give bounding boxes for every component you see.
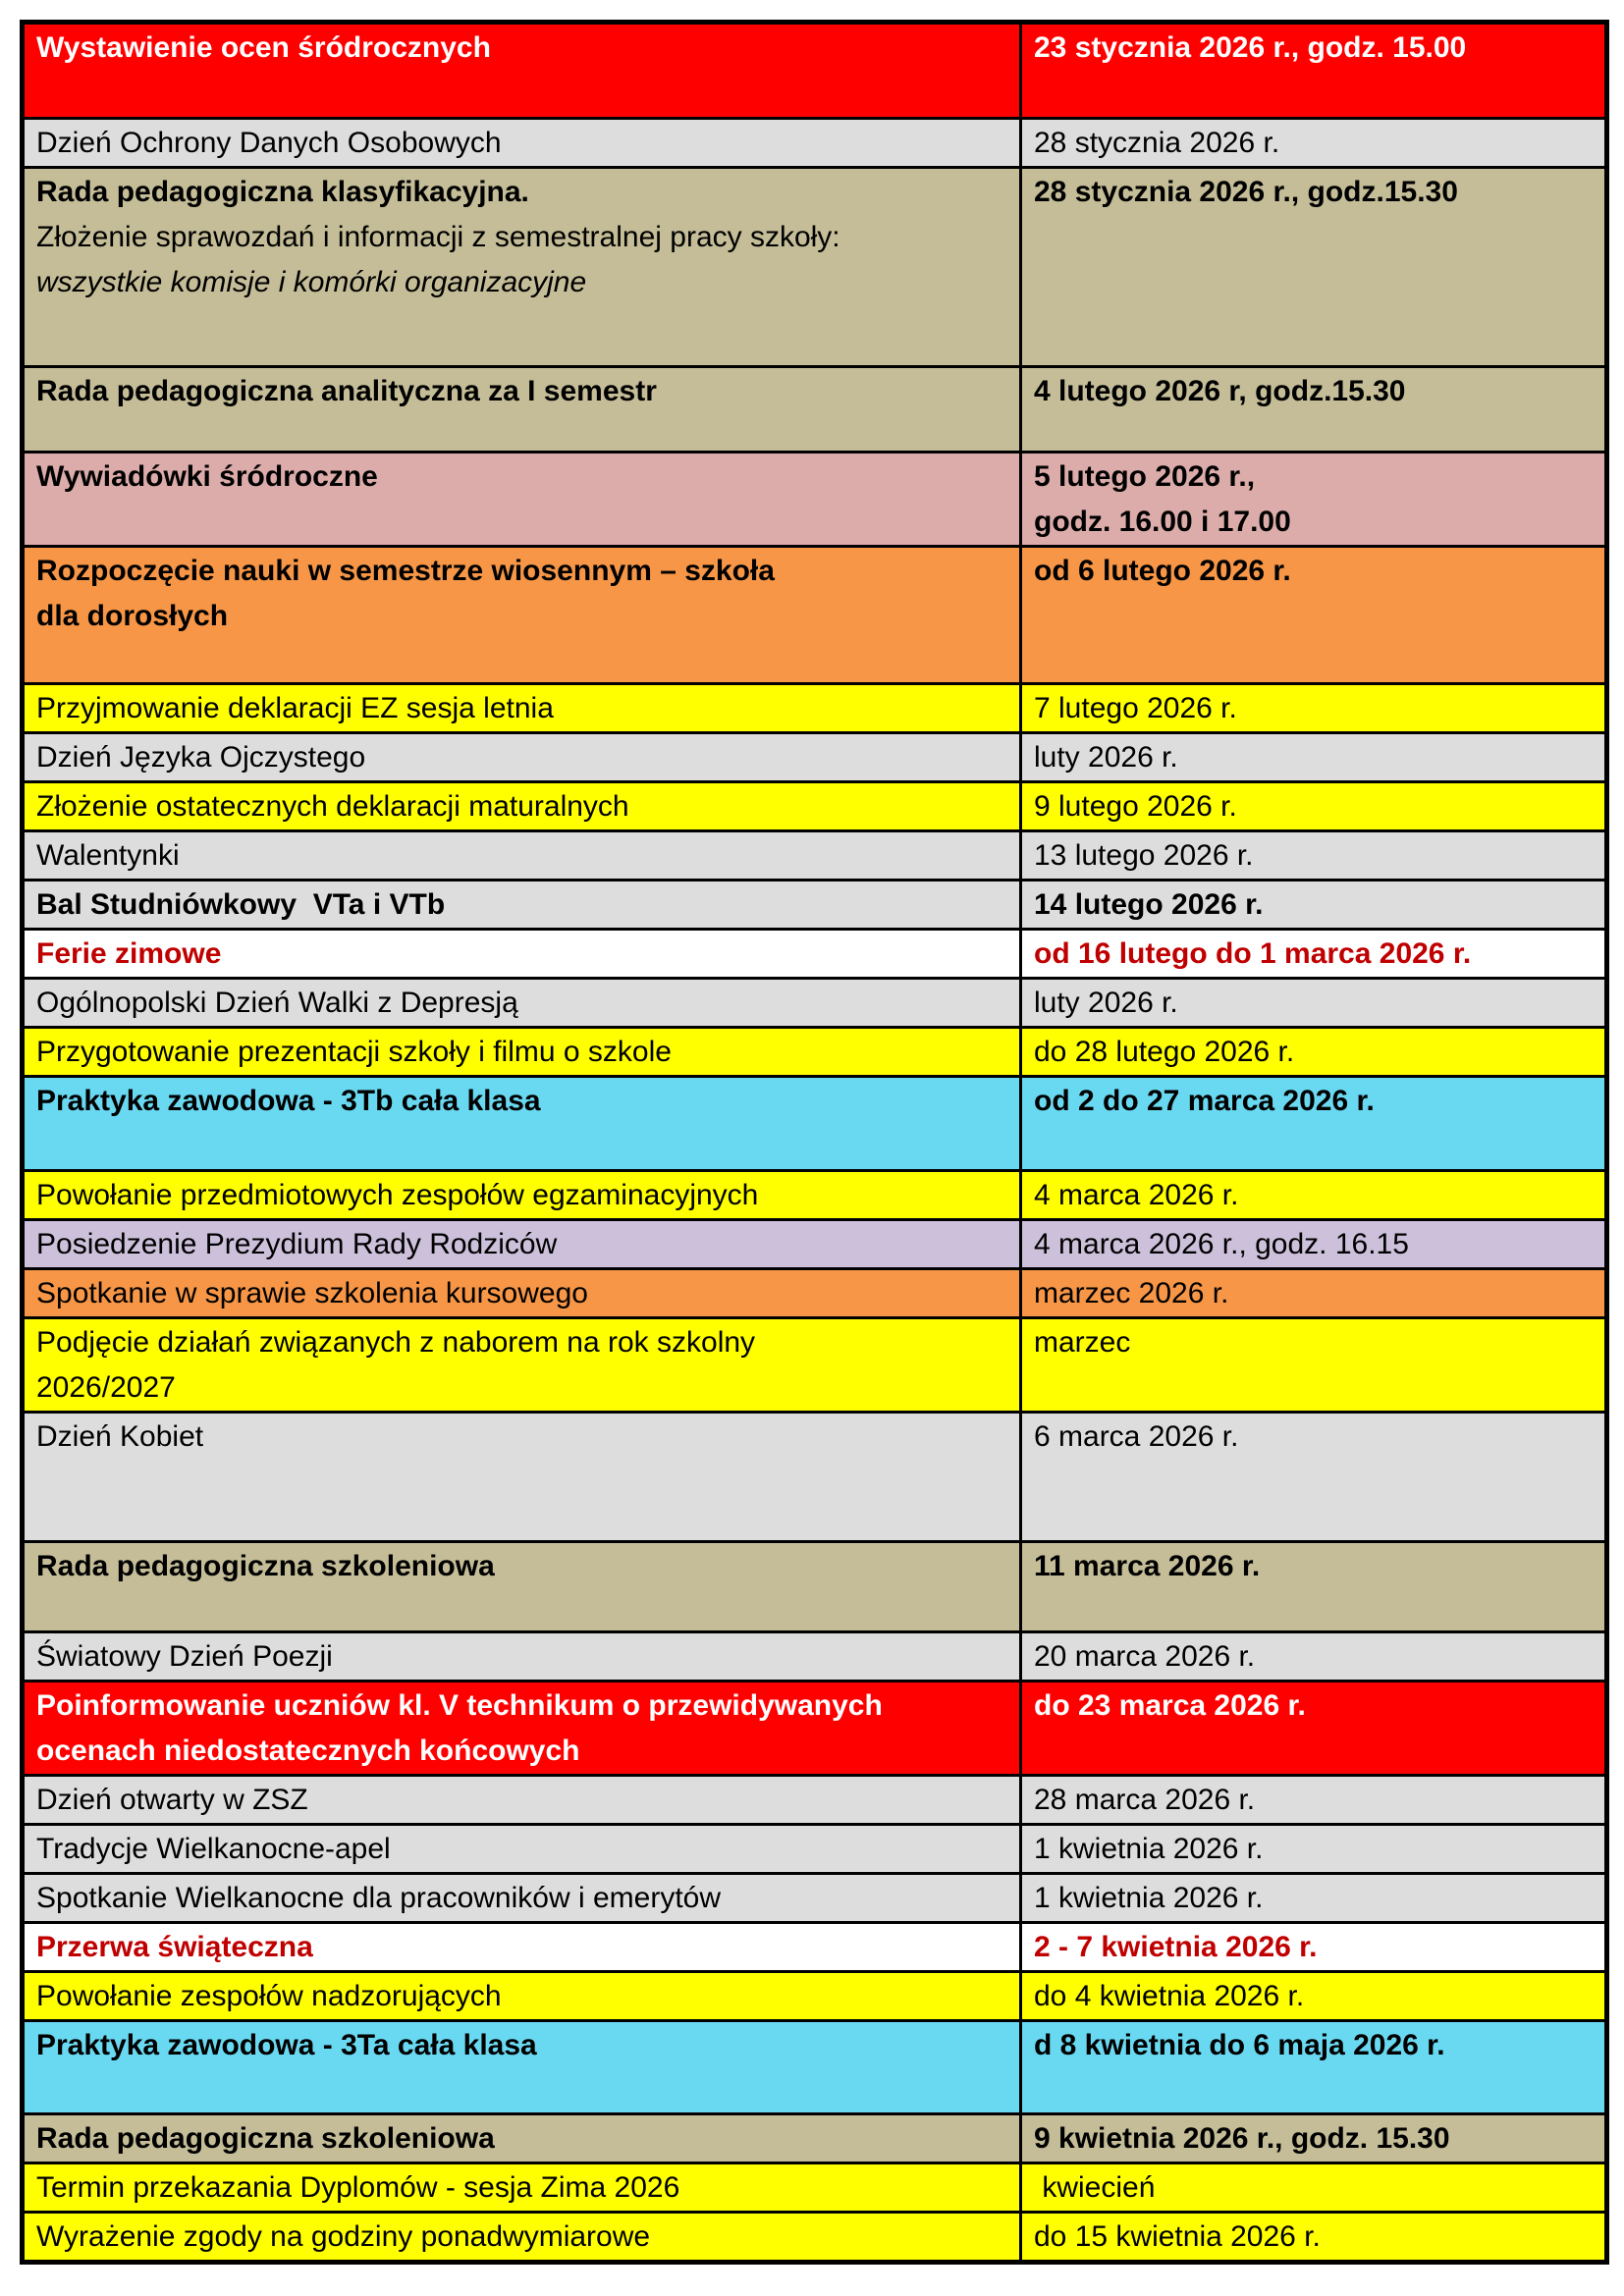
- table-row: [23, 2163, 1607, 2213]
- date-cell: [1021, 1171, 1607, 1220]
- date-cell: [1021, 831, 1607, 881]
- table-row: [23, 1318, 1607, 1413]
- table-row: [23, 1413, 1607, 1542]
- event-line: Rozpoczęcie nauki w semestrze wiosennym – szkoła: [36, 555, 775, 587]
- date-cell: [1021, 23, 1607, 119]
- date-cell: [1021, 168, 1607, 367]
- date-line: 28 stycznia 2026 r., godz.15.30: [1034, 176, 1458, 208]
- table-row: [23, 1825, 1607, 1874]
- date-cell: [1021, 1682, 1607, 1776]
- event-line: Wyrażenie zgody na godziny ponadwymiarowe: [36, 2220, 651, 2253]
- table-row: [23, 119, 1607, 168]
- event-line: Przyjmowanie deklaracji EZ sesja letnia: [36, 692, 554, 724]
- event-line: Dzień Języka Ojczystego: [36, 741, 366, 774]
- event-line: dla dorosłych: [36, 600, 229, 632]
- date-cell: [1021, 1413, 1607, 1542]
- date-line: 4 marca 2026 r.: [1034, 1179, 1239, 1211]
- event-line: Bal Studniówkowy VTa i VTb: [36, 888, 446, 921]
- table-row: [23, 168, 1607, 367]
- date-line: 28 marca 2026 r.: [1034, 1784, 1256, 1816]
- event-cell: [23, 168, 1021, 367]
- event-line: Złożenie ostatecznych deklaracji maturalnych: [36, 790, 629, 823]
- date-line: 9 kwietnia 2026 r., godz. 15.30: [1034, 2122, 1450, 2155]
- date-line: marzec: [1034, 1326, 1131, 1359]
- event-cell: [23, 453, 1021, 547]
- table-row: [23, 367, 1607, 453]
- calendar-table-body: [23, 23, 1607, 2263]
- event-cell: [23, 831, 1021, 881]
- date-line: marzec 2026 r.: [1034, 1277, 1229, 1309]
- table-row: [23, 979, 1607, 1028]
- date-cell: [1021, 733, 1607, 782]
- event-line: Powołanie przedmiotowych zespołów egzaminacyjnych: [36, 1179, 759, 1211]
- event-cell: [23, 119, 1021, 168]
- table-row: [23, 1632, 1607, 1682]
- event-cell: [23, 930, 1021, 979]
- date-line: 6 marca 2026 r.: [1034, 1420, 1239, 1453]
- event-line: Przerwa świąteczna: [36, 1931, 313, 1963]
- table-row: [23, 1972, 1607, 2021]
- table-row: [23, 684, 1607, 733]
- event-line: Dzień otwarty w ZSZ: [36, 1784, 308, 1816]
- event-line: Walentynki: [36, 839, 180, 872]
- date-cell: [1021, 782, 1607, 831]
- event-line: Praktyka zawodowa - 3Ta cała klasa: [36, 2029, 537, 2061]
- event-cell: [23, 1318, 1021, 1413]
- date-line: od 16 lutego do 1 marca 2026 r.: [1034, 937, 1472, 970]
- date-cell: [1021, 1542, 1607, 1632]
- table-row: [23, 2213, 1607, 2263]
- date-cell: [1021, 979, 1607, 1028]
- table-row: [23, 831, 1607, 881]
- date-line: od 6 lutego 2026 r.: [1034, 555, 1291, 587]
- table-row: [23, 1028, 1607, 1077]
- event-line: wszystkie komisje i komórki organizacyjne: [36, 266, 587, 298]
- date-cell: [1021, 367, 1607, 453]
- event-line: ocenach niedostatecznych końcowych: [36, 1735, 580, 1767]
- event-cell: [23, 881, 1021, 930]
- event-cell: [23, 1028, 1021, 1077]
- event-line: Ogólnopolski Dzień Walki z Depresją: [36, 987, 518, 1019]
- date-cell: [1021, 453, 1607, 547]
- date-line: 14 lutego 2026 r.: [1034, 888, 1264, 921]
- table-row: [23, 930, 1607, 979]
- event-cell: [23, 1269, 1021, 1318]
- date-line: do 28 lutego 2026 r.: [1034, 1036, 1295, 1068]
- event-cell: [23, 733, 1021, 782]
- date-line: d 8 kwietnia do 6 maja 2026 r.: [1034, 2029, 1445, 2061]
- date-cell: [1021, 1825, 1607, 1874]
- event-cell: [23, 1077, 1021, 1171]
- table-row: [23, 782, 1607, 831]
- table-row: [23, 2114, 1607, 2163]
- table-row: [23, 453, 1607, 547]
- date-line: 20 marca 2026 r.: [1034, 1640, 1256, 1673]
- date-line: 13 lutego 2026 r.: [1034, 839, 1254, 872]
- event-cell: [23, 2114, 1021, 2163]
- event-cell: [23, 2213, 1021, 2263]
- event-cell: [23, 684, 1021, 733]
- date-line: 4 lutego 2026 r, godz.15.30: [1034, 375, 1406, 407]
- event-line: 2026/2027: [36, 1371, 176, 1404]
- event-line: Ferie zimowe: [36, 937, 222, 970]
- date-cell: [1021, 684, 1607, 733]
- date-line: do 4 kwietnia 2026 r.: [1034, 1980, 1305, 2012]
- event-line: Rada pedagogiczna szkoleniowa: [36, 1550, 495, 1582]
- date-cell: [1021, 2114, 1607, 2163]
- event-line: Praktyka zawodowa - 3Tb cała klasa: [36, 1085, 541, 1117]
- school-calendar-table: [20, 20, 1609, 2265]
- table-row: [23, 23, 1607, 119]
- date-line: 23 stycznia 2026 r., godz. 15.00: [1034, 31, 1467, 64]
- event-line: Termin przekazania Dyplomów - sesja Zima 2026: [36, 2171, 680, 2204]
- event-cell: [23, 1923, 1021, 1972]
- table-row: [23, 1077, 1607, 1171]
- event-cell: [23, 367, 1021, 453]
- date-line: godz. 16.00 i 17.00: [1034, 506, 1291, 538]
- table-row: [23, 1171, 1607, 1220]
- event-cell: [23, 547, 1021, 684]
- event-line: Dzień Ochrony Danych Osobowych: [36, 127, 502, 159]
- table-row: [23, 1682, 1607, 1776]
- event-line: Poinformowanie uczniów kl. V technikum o przewidywanych: [36, 1689, 883, 1722]
- event-cell: [23, 1682, 1021, 1776]
- event-line: Spotkanie w sprawie szkolenia kursowego: [36, 1277, 588, 1309]
- event-cell: [23, 782, 1021, 831]
- event-line: Przygotowanie prezentacji szkoły i filmu o szkole: [36, 1036, 672, 1068]
- date-line: 4 marca 2026 r., godz. 16.15: [1034, 1228, 1409, 1260]
- date-cell: [1021, 2213, 1607, 2263]
- date-cell: [1021, 1972, 1607, 2021]
- event-line: Posiedzenie Prezydium Rady Rodziców: [36, 1228, 558, 1260]
- event-cell: [23, 2163, 1021, 2213]
- event-cell: [23, 1825, 1021, 1874]
- table-row: [23, 1923, 1607, 1972]
- date-cell: [1021, 119, 1607, 168]
- date-line: 7 lutego 2026 r.: [1034, 692, 1237, 724]
- date-line: 11 marca 2026 r.: [1034, 1550, 1261, 1582]
- date-line: 28 stycznia 2026 r.: [1034, 127, 1280, 159]
- event-cell: [23, 1542, 1021, 1632]
- date-line: do 23 marca 2026 r.: [1034, 1689, 1306, 1722]
- date-cell: [1021, 1776, 1607, 1825]
- date-line: od 2 do 27 marca 2026 r.: [1034, 1085, 1375, 1117]
- table-row: [23, 1542, 1607, 1632]
- event-line: Światowy Dzień Poezji: [36, 1640, 333, 1673]
- date-cell: [1021, 1318, 1607, 1413]
- date-cell: [1021, 1632, 1607, 1682]
- event-cell: [23, 979, 1021, 1028]
- event-cell: [23, 1632, 1021, 1682]
- table-row: [23, 1776, 1607, 1825]
- event-line: Dzień Kobiet: [36, 1420, 204, 1453]
- event-cell: [23, 2021, 1021, 2114]
- date-cell: [1021, 2021, 1607, 2114]
- event-line: Złożenie sprawozdań i informacji z semestralnej pracy szkoły:: [36, 221, 840, 253]
- date-cell: [1021, 881, 1607, 930]
- date-cell: [1021, 1923, 1607, 1972]
- event-line: Rada pedagogiczna klasyfikacyjna.: [36, 176, 529, 208]
- event-line: Wystawienie ocen śródrocznych: [36, 31, 491, 64]
- date-line: kwiecień: [1034, 2171, 1156, 2204]
- date-line: luty 2026 r.: [1034, 987, 1178, 1019]
- table-row: [23, 1220, 1607, 1269]
- date-line: 1 kwietnia 2026 r.: [1034, 1882, 1264, 1914]
- event-cell: [23, 1972, 1021, 2021]
- date-line: 2 - 7 kwietnia 2026 r.: [1034, 1931, 1318, 1963]
- event-line: Powołanie zespołów nadzorujących: [36, 1980, 502, 2012]
- event-line: Podjęcie działań związanych z naborem na rok szkolny: [36, 1326, 756, 1359]
- event-line: Spotkanie Wielkanocne dla pracowników i emerytów: [36, 1882, 722, 1914]
- event-cell: [23, 1220, 1021, 1269]
- table-row: [23, 881, 1607, 930]
- event-cell: [23, 1874, 1021, 1923]
- table-row: [23, 2021, 1607, 2114]
- table-row: [23, 733, 1607, 782]
- table-row: [23, 1269, 1607, 1318]
- event-cell: [23, 1776, 1021, 1825]
- event-line: Rada pedagogiczna analityczna za I semestr: [36, 375, 657, 407]
- date-cell: [1021, 2163, 1607, 2213]
- date-line: 5 lutego 2026 r.,: [1034, 460, 1256, 493]
- table-row: [23, 1874, 1607, 1923]
- date-cell: [1021, 1269, 1607, 1318]
- date-line: 9 lutego 2026 r.: [1034, 790, 1237, 823]
- event-line: Tradycje Wielkanocne-apel: [36, 1833, 391, 1865]
- date-cell: [1021, 1028, 1607, 1077]
- date-line: 1 kwietnia 2026 r.: [1034, 1833, 1264, 1865]
- date-line: do 15 kwietnia 2026 r.: [1034, 2220, 1321, 2253]
- date-cell: [1021, 1874, 1607, 1923]
- date-cell: [1021, 930, 1607, 979]
- date-line: luty 2026 r.: [1034, 741, 1178, 774]
- date-cell: [1021, 547, 1607, 684]
- event-cell: [23, 1413, 1021, 1542]
- table-row: [23, 547, 1607, 684]
- event-line: Wywiadówki śródroczne: [36, 460, 378, 493]
- event-cell: [23, 1171, 1021, 1220]
- date-cell: [1021, 1220, 1607, 1269]
- event-cell: [23, 23, 1021, 119]
- date-cell: [1021, 1077, 1607, 1171]
- event-line: Rada pedagogiczna szkoleniowa: [36, 2122, 495, 2155]
